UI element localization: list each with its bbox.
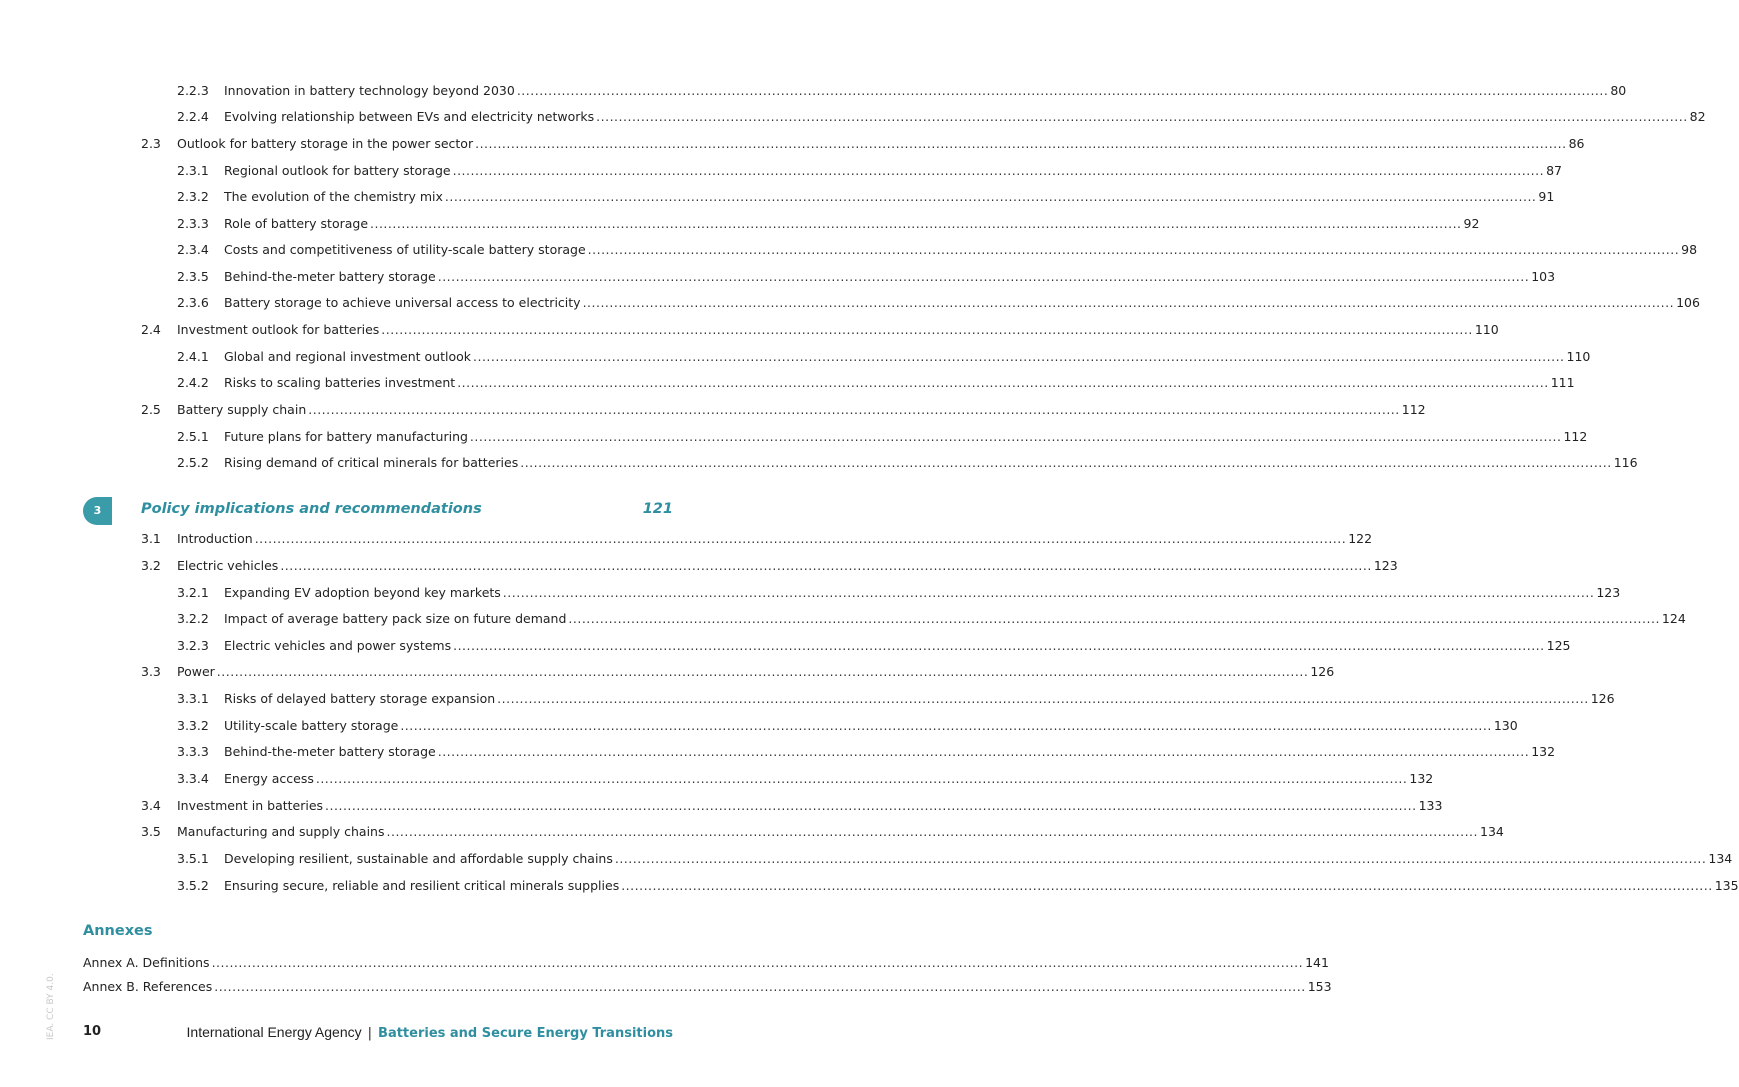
toc-number: 2.4 — [141, 322, 161, 337]
toc-row[interactable] — [141, 136, 1585, 152]
leader-dots — [596, 109, 1688, 125]
toc-page: 134 — [1480, 824, 1504, 839]
toc-number: 2.3.2 — [177, 189, 209, 204]
leader-dots — [457, 375, 1549, 391]
toc-number: 2.5.1 — [177, 429, 209, 444]
footer-report-title: Batteries and Secure Energy Transitions — [378, 1026, 673, 1041]
leader-dots — [400, 718, 1492, 734]
toc-page: 125 — [1546, 638, 1571, 653]
toc-page: 122 — [1348, 531, 1373, 546]
toc-number: 3.2.2 — [177, 611, 209, 626]
annex-row[interactable] — [83, 955, 1329, 971]
leader-dots — [621, 878, 1713, 894]
chapter-page: 121 — [642, 501, 673, 517]
toc-page: 110 — [1474, 322, 1499, 337]
license-note: IEA. CC BY 4.0. — [46, 973, 56, 1040]
toc-page: 103 — [1531, 269, 1556, 284]
toc-row[interactable] — [177, 163, 1563, 179]
toc-number: 3.3.3 — [177, 744, 209, 759]
toc-title: Investment outlook for batteries — [177, 322, 380, 337]
toc-title: The evolution of the chemistry mix — [224, 189, 443, 204]
leader-dots — [387, 824, 1479, 840]
toc-page: 116 — [1613, 455, 1638, 470]
toc-page: 130 — [1493, 718, 1518, 733]
toc-number: 3.3.1 — [177, 691, 209, 706]
toc-row[interactable] — [177, 771, 1434, 787]
toc-title: Innovation in battery technology beyond 2030 — [224, 83, 515, 98]
toc-number: 2.3.1 — [177, 163, 209, 178]
toc-row[interactable] — [177, 83, 1627, 99]
toc-row[interactable] — [177, 295, 1700, 311]
leader-dots — [453, 638, 1545, 654]
toc-number: 2.4.2 — [177, 375, 209, 390]
leader-dots — [255, 531, 1347, 547]
toc-page: 92 — [1463, 216, 1480, 231]
page-footer — [83, 1024, 673, 1044]
toc-number: 2.4.1 — [177, 349, 209, 364]
leader-dots — [280, 558, 1372, 574]
footer-separator: | — [367, 1026, 373, 1041]
toc-number: 2.3.3 — [177, 216, 209, 231]
toc-title: Evolving relationship between EVs and electricity networks — [224, 109, 595, 124]
toc-number: 3.1 — [141, 531, 161, 546]
leader-dots — [438, 744, 1530, 760]
toc-number: 2.3.6 — [177, 295, 209, 310]
toc-page: 126 — [1590, 691, 1615, 706]
toc-title: Electric vehicles — [177, 558, 279, 573]
toc-page: 82 — [1689, 109, 1706, 124]
toc-number: 3.3.4 — [177, 771, 209, 786]
leader-dots — [615, 851, 1707, 867]
leader-dots — [445, 189, 1537, 205]
toc-title: Future plans for battery manufacturing — [224, 429, 468, 444]
toc-title: Risks of delayed battery storage expansion — [224, 691, 496, 706]
toc-row[interactable] — [141, 531, 1373, 547]
toc-title: Global and regional investment outlook — [224, 349, 472, 364]
toc-page: 135 — [1714, 878, 1739, 893]
toc-title: Investment in batteries — [177, 798, 324, 813]
leader-dots — [503, 585, 1595, 601]
toc-row[interactable] — [177, 455, 1638, 471]
toc-row[interactable] — [177, 216, 1480, 232]
toc-page: 133 — [1418, 798, 1443, 813]
toc-page: 106 — [1676, 295, 1700, 310]
toc-page: 124 — [1661, 611, 1686, 626]
toc-row[interactable] — [177, 744, 1556, 760]
toc-number: 2.3.4 — [177, 242, 209, 257]
leader-dots — [316, 771, 1408, 787]
toc-number: 2.3.5 — [177, 269, 209, 284]
leader-dots — [588, 242, 1680, 258]
footer-right — [187, 1024, 673, 1041]
toc-number: 2.5 — [141, 402, 161, 417]
leader-dots — [217, 664, 1309, 680]
toc-title: Rising demand of critical minerals for batteries — [224, 455, 519, 470]
leader-dots — [381, 322, 1473, 338]
toc-number: 3.5 — [141, 824, 161, 839]
toc-number: 2.3 — [141, 136, 161, 151]
footer-agency: International Energy Agency — [186, 1024, 362, 1040]
annex-page: 141 — [1305, 955, 1329, 970]
toc-number: 2.5.2 — [177, 455, 209, 470]
toc-row[interactable] — [141, 664, 1335, 680]
toc-page: 126 — [1310, 664, 1335, 679]
toc-number: 3.2.1 — [177, 585, 209, 600]
toc-title: Costs and competitiveness of utility-scale battery storage — [224, 242, 586, 257]
toc-page: 132 — [1409, 771, 1434, 786]
toc-row[interactable] — [177, 375, 1575, 391]
leader-dots — [497, 691, 1589, 707]
toc-page: 134 — [1708, 851, 1733, 866]
toc-title: Behind-the-meter battery storage — [224, 744, 436, 759]
toc-title: Manufacturing and supply chains — [177, 824, 385, 839]
toc-row[interactable] — [141, 322, 1499, 338]
toc-title: Battery supply chain — [177, 402, 307, 417]
chapter-heading[interactable] — [83, 497, 673, 525]
leader-dots — [214, 979, 1306, 995]
toc-title: Behind-the-meter battery storage — [224, 269, 436, 284]
toc-title: Risks to scaling batteries investment — [224, 375, 456, 390]
toc-page: 132 — [1531, 744, 1556, 759]
toc-row[interactable] — [141, 824, 1504, 840]
leader-dots — [475, 136, 1567, 152]
toc-number: 3.2.3 — [177, 638, 209, 653]
toc-title: Outlook for battery storage in the power sector — [177, 136, 474, 151]
annex-title: Annex B. References — [83, 979, 213, 994]
toc-page: 91 — [1538, 189, 1555, 204]
toc-page: 123 — [1373, 558, 1398, 573]
leader-dots — [308, 402, 1400, 418]
toc-page: 110 — [1566, 349, 1591, 364]
toc-row[interactable] — [177, 878, 1739, 894]
toc-title: Expanding EV adoption beyond key markets — [224, 585, 501, 600]
toc-title: Electric vehicles and power systems — [224, 638, 452, 653]
toc-row[interactable] — [177, 242, 1698, 258]
leader-dots — [370, 216, 1462, 232]
leader-dots — [470, 429, 1562, 445]
toc-row[interactable] — [177, 691, 1615, 707]
toc-title: Developing resilient, sustainable and affordable supply chains — [224, 851, 613, 866]
toc-row[interactable] — [177, 429, 1588, 445]
toc-title: Energy access — [224, 771, 314, 786]
chapter-number-badge: 3 — [83, 497, 112, 525]
toc-row[interactable] — [177, 349, 1591, 365]
annex-row[interactable] — [83, 979, 1332, 995]
toc-row[interactable] — [177, 611, 1686, 627]
toc-page: 112 — [1401, 402, 1426, 417]
toc-page: 80 — [1610, 83, 1627, 98]
toc-number: 3.5.1 — [177, 851, 209, 866]
toc-page: 123 — [1596, 585, 1621, 600]
leader-dots — [212, 955, 1304, 971]
toc-title: Impact of average battery pack size on future demand — [224, 611, 567, 626]
leader-dots — [583, 295, 1675, 311]
toc-number: 3.3 — [141, 664, 161, 679]
toc-number: 3.3.2 — [177, 718, 209, 733]
toc-row[interactable] — [177, 585, 1621, 601]
toc-number: 3.2 — [141, 558, 161, 573]
toc-row[interactable] — [141, 402, 1426, 418]
toc-page: 86 — [1568, 136, 1585, 151]
toc-row[interactable] — [141, 798, 1443, 814]
toc-number: 3.4 — [141, 798, 161, 813]
page-number: 10 — [83, 1024, 102, 1039]
toc-number: 3.5.2 — [177, 878, 209, 893]
toc-row[interactable] — [177, 189, 1555, 205]
toc-title: Utility-scale battery storage — [224, 718, 399, 733]
toc-number: 2.2.3 — [177, 83, 209, 98]
toc-title: Battery storage to achieve universal access to electricity — [224, 295, 581, 310]
annex-title: Annex A. Definitions — [83, 955, 210, 970]
toc-row[interactable] — [177, 718, 1518, 734]
annex-page: 153 — [1307, 979, 1332, 994]
toc-page: 87 — [1546, 163, 1563, 178]
toc-title: Role of battery storage — [224, 216, 369, 231]
leader-dots — [473, 349, 1565, 365]
leader-dots — [325, 798, 1417, 814]
leader-dots — [438, 269, 1530, 285]
annexes-heading: Annexes — [83, 923, 153, 939]
leader-dots — [520, 455, 1612, 471]
toc-row[interactable] — [141, 558, 1398, 574]
toc-page: 112 — [1563, 429, 1588, 444]
toc-title: Power — [177, 664, 215, 679]
toc-title: Introduction — [177, 531, 253, 546]
toc-row[interactable] — [177, 638, 1571, 654]
toc-row[interactable] — [177, 851, 1733, 867]
toc-title: Regional outlook for battery storage — [224, 163, 451, 178]
leader-dots — [568, 611, 1660, 627]
toc-row[interactable] — [177, 269, 1556, 285]
toc-page: 111 — [1550, 375, 1575, 390]
leader-dots — [517, 83, 1609, 99]
chapter-title: Policy implications and recommendations — [141, 501, 482, 517]
leader-dots — [453, 163, 1545, 179]
toc-title: Ensuring secure, reliable and resilient critical minerals supplies — [224, 878, 620, 893]
toc-page: 98 — [1681, 242, 1698, 257]
toc-row[interactable] — [177, 109, 1706, 125]
toc-number: 2.2.4 — [177, 109, 209, 124]
